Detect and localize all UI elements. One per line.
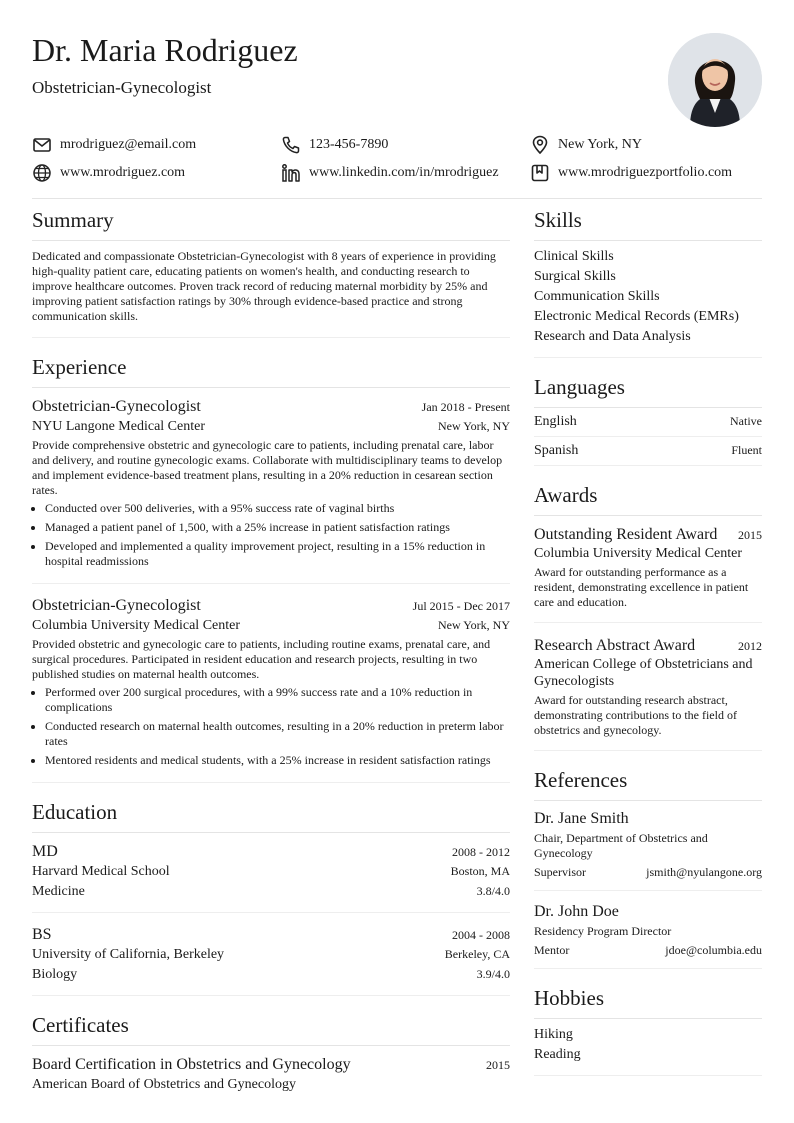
experience-description: Provide comprehensive obstetric and gynecologic care to patients, including prenatal care, labor and delivery, and routine gynecologic exams. Collaborate with multidisciplinary teams to develop and implement evidence-based treatment plans, resulting in a 20% reduction in cesarean section rates. bbox=[32, 438, 503, 497]
section-title-experience: Experience bbox=[32, 353, 510, 388]
section-title-hobbies: Hobbies bbox=[534, 984, 762, 1019]
certificate-name: Board Certification in Obstetrics and Gynecology bbox=[32, 1056, 351, 1073]
profile-photo-image bbox=[668, 33, 762, 127]
award-description: Award for outstanding research abstract, demonstrating contributions to the field of obstetrics and gynecology. bbox=[534, 693, 737, 737]
location-icon bbox=[530, 135, 550, 155]
education-degree: MD bbox=[32, 843, 58, 860]
award-description: Award for outstanding performance as a resident, demonstrating excellence in patient care and education. bbox=[534, 565, 749, 609]
section-title-certificates: Certificates bbox=[32, 1011, 510, 1046]
languages-section bbox=[534, 373, 762, 466]
section-title-awards: Awards bbox=[534, 481, 762, 516]
experience-bullet: • Performed over 200 surgical procedures, with a 99% success rate and a 10% reduction in complications bbox=[45, 685, 510, 715]
award-item bbox=[534, 623, 762, 751]
contact-linkedin-text: www.linkedin.com/in/mrodriguez bbox=[309, 165, 499, 180]
section-title-summary: Summary bbox=[32, 206, 510, 241]
contact-portfolio-text: www.mrodriguezportfolio.com bbox=[558, 165, 733, 180]
awards-section bbox=[534, 481, 762, 751]
contact-email-text: mrodriguez@email.com bbox=[60, 137, 197, 152]
award-name: Outstanding Resident Award bbox=[534, 526, 718, 543]
candidate-title: Obstetrician-Gynecologist bbox=[32, 78, 212, 97]
experience-bullet: • Mentored residents and medical students, with a 25% increase in resident satisfaction ratings bbox=[45, 753, 510, 768]
experience-role: Obstetrician-Gynecologist bbox=[32, 597, 201, 614]
education-school: University of California, Berkeley bbox=[32, 947, 225, 962]
section-title-languages: Languages bbox=[534, 373, 762, 408]
education-section bbox=[32, 798, 510, 996]
contact-linkedin[interactable] bbox=[281, 163, 530, 183]
education-gpa: 3.9/4.0 bbox=[476, 967, 510, 981]
experience-description: Provided obstetric and gynecologic care to patients, including routine exams, prenatal care, and surgical procedures. Participated in resident education and research projects, resulting in two published studies on maternal health outcomes. bbox=[32, 637, 491, 681]
experience-location: New York, NY bbox=[437, 419, 510, 433]
award-name: Research Abstract Award bbox=[534, 637, 696, 654]
contact-phone-text: 123-456-7890 bbox=[309, 137, 389, 152]
education-gpa: 3.8/4.0 bbox=[476, 884, 510, 898]
mail-icon bbox=[32, 135, 52, 155]
contact-website-text: www.mrodriguez.com bbox=[60, 165, 186, 180]
hobbies-section bbox=[534, 984, 762, 1076]
experience-location: New York, NY bbox=[437, 618, 510, 632]
skill-item: Electronic Medical Records (EMRs) bbox=[534, 309, 739, 324]
portfolio-icon bbox=[530, 163, 550, 183]
education-school: Harvard Medical School bbox=[32, 864, 170, 879]
language-name: Spanish bbox=[534, 443, 579, 458]
experience-dates: Jul 2015 - Dec 2017 bbox=[412, 599, 510, 613]
contact-website[interactable] bbox=[32, 163, 281, 183]
reference-name: Dr. John Doe bbox=[534, 903, 619, 920]
language-name: English bbox=[534, 414, 577, 429]
certificate-issuer: American Board of Obstetrics and Gynecology bbox=[32, 1077, 296, 1092]
resume-page bbox=[32, 0, 762, 1105]
skill-item: Communication Skills bbox=[534, 289, 660, 304]
certificate-year: 2015 bbox=[486, 1058, 510, 1072]
section-title-references: References bbox=[534, 766, 762, 801]
contact-list bbox=[32, 130, 762, 183]
linkedin-icon bbox=[281, 163, 301, 183]
experience-bullets bbox=[32, 501, 510, 569]
section-title-skills: Skills bbox=[534, 206, 762, 241]
award-year: 2015 bbox=[738, 528, 762, 542]
language-item bbox=[534, 437, 762, 466]
reference-position: Residency Program Director bbox=[534, 924, 672, 938]
resume-columns bbox=[32, 199, 762, 1105]
experience-item bbox=[32, 584, 510, 783]
hobbies-list bbox=[534, 1019, 762, 1076]
profile-photo bbox=[668, 33, 762, 127]
experience-item bbox=[32, 388, 510, 584]
hobby-item: Reading bbox=[534, 1047, 581, 1062]
reference-item bbox=[534, 891, 762, 969]
experience-bullet: • Managed a patient panel of 1,500, with a 25% increase in patient satisfaction ratings bbox=[45, 520, 510, 535]
resume-header bbox=[32, 0, 762, 130]
education-dates: 2008 - 2012 bbox=[452, 845, 510, 859]
skill-item: Clinical Skills bbox=[534, 249, 614, 264]
contact-email[interactable] bbox=[32, 135, 281, 155]
reference-name: Dr. Jane Smith bbox=[534, 810, 629, 827]
phone-icon bbox=[281, 135, 301, 155]
certificates-section bbox=[32, 1011, 510, 1105]
education-item bbox=[32, 833, 510, 913]
contact-phone[interactable] bbox=[281, 135, 530, 155]
education-location: Boston, MA bbox=[450, 864, 510, 878]
experience-bullets bbox=[32, 685, 510, 768]
skills-section bbox=[534, 206, 762, 358]
education-location: Berkeley, CA bbox=[444, 947, 510, 961]
education-dates: 2004 - 2008 bbox=[452, 928, 510, 942]
references-section bbox=[534, 766, 762, 969]
education-field: Medicine bbox=[32, 884, 85, 899]
award-org: Columbia University Medical Center bbox=[534, 546, 743, 561]
certificate-item bbox=[32, 1046, 510, 1105]
reference-email[interactable]: jdoe@columbia.edu bbox=[665, 943, 762, 957]
globe-icon bbox=[32, 163, 52, 183]
reference-email[interactable]: jsmith@nyulangone.org bbox=[646, 865, 762, 879]
experience-section bbox=[32, 353, 510, 783]
reference-position: Chair, Department of Obstetrics and Gynecology bbox=[534, 831, 708, 860]
contact-portfolio[interactable] bbox=[530, 163, 762, 183]
language-level: Native bbox=[730, 414, 762, 428]
skills-list bbox=[534, 241, 762, 358]
experience-role: Obstetrician-Gynecologist bbox=[32, 398, 201, 415]
experience-bullet: • Developed and implemented a quality improvement project, resulting in a 15% reduction in hospital readmissions bbox=[45, 539, 510, 569]
summary-section bbox=[32, 206, 510, 338]
experience-bullet: • Conducted over 500 deliveries, with a 95% success rate of vaginal births bbox=[45, 501, 510, 516]
left-column bbox=[32, 199, 510, 1105]
contact-location-text: New York, NY bbox=[558, 137, 643, 152]
summary-text: Dedicated and compassionate Obstetrician-Gynecologist with 8 years of experience in providing high-quality patient care, educating patients on women's health, and conducting research to improve healthcare outcomes. Proven track record of reducing maternal morbidity by 25% and improving patient satisfaction ratings by 30% through evidence-based practice and strong communication skills. bbox=[32, 249, 510, 338]
candidate-name: Dr. Maria Rodriguez bbox=[32, 32, 298, 68]
language-item bbox=[534, 408, 762, 437]
award-org: American College of Obstetricians and Gynecologists bbox=[534, 657, 753, 689]
award-item bbox=[534, 516, 762, 623]
reference-relation: Supervisor bbox=[534, 865, 586, 879]
skill-item: Research and Data Analysis bbox=[534, 329, 691, 344]
education-field: Biology bbox=[32, 967, 78, 982]
contact-location bbox=[530, 135, 762, 155]
skill-item: Surgical Skills bbox=[534, 269, 616, 284]
education-item bbox=[32, 913, 510, 996]
right-column bbox=[534, 199, 762, 1105]
award-year: 2012 bbox=[738, 639, 762, 653]
experience-org: Columbia University Medical Center bbox=[32, 618, 241, 633]
experience-dates: Jan 2018 - Present bbox=[421, 400, 510, 414]
experience-org: NYU Langone Medical Center bbox=[32, 419, 205, 434]
experience-bullet: • Conducted research on maternal health outcomes, resulting in a 20% reduction in preterm labor rates bbox=[45, 719, 510, 749]
section-title-education: Education bbox=[32, 798, 510, 833]
hobby-item: Hiking bbox=[534, 1027, 573, 1042]
language-level: Fluent bbox=[731, 443, 762, 457]
education-degree: BS bbox=[32, 926, 52, 943]
reference-item bbox=[534, 801, 762, 891]
reference-relation: Mentor bbox=[534, 943, 570, 957]
